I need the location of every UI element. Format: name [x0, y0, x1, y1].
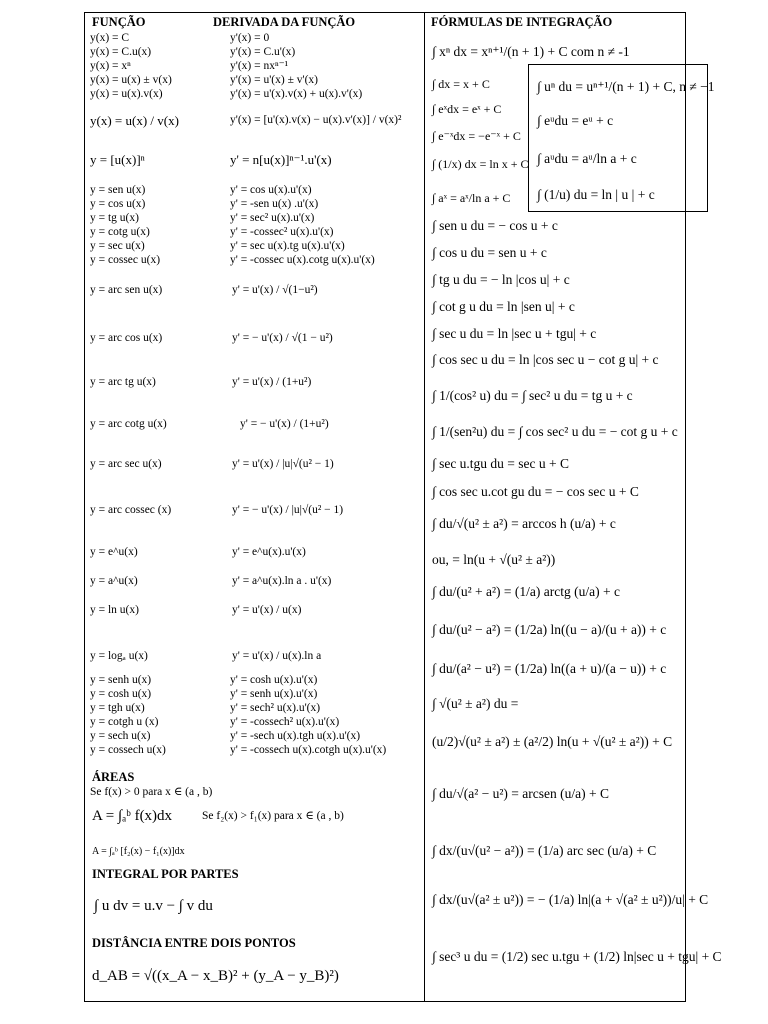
derivative-cell: y' = e^u(x).u'(x): [232, 546, 306, 558]
function-cell: y = cos u(x): [90, 198, 146, 210]
function-cell: y = tg u(x): [90, 212, 139, 224]
function-cell: y = ln u(x): [90, 604, 139, 616]
derivative-cell: y' = -cossech u(x).cotgh u(x).u'(x): [230, 744, 387, 756]
header-function: FUNÇÃO: [92, 15, 146, 29]
derivative-cell: y' = senh u(x).u'(x): [230, 688, 318, 700]
boxed-formula: ∫ uⁿ du = uⁿ⁺¹/(n + 1) + C, n ≠ −1: [537, 79, 715, 94]
function-cell: y = arc sen u(x): [90, 284, 163, 296]
function-cell: y = tgh u(x): [90, 702, 145, 714]
boxed-formula: ∫ eᵘdu = eᵘ + c: [537, 113, 614, 128]
function-cell: y = a^u(x): [90, 575, 138, 587]
derivative-cell: y' = u'(x) / u(x): [232, 604, 302, 616]
function-cell: y = [u(x)]ⁿ: [90, 152, 145, 167]
boxed-formula: ∫ (1/u) du = ln | u | + c: [537, 187, 655, 202]
integral-formula: ∫ 1/(sen²u) du = ∫ cos sec² u du = − cot g u + c: [432, 424, 678, 439]
areas-title: ÁREAS: [92, 770, 135, 784]
integral-formula: ∫ aˣ = aˣ/ln a + C: [432, 191, 511, 205]
boxed-formulas: [528, 64, 715, 212]
distance-formula: d_AB = √((x_A − x_B)² + (y_A − y_B)²): [92, 968, 339, 984]
derivative-cell: y' = -cossec u(x).cotg u(x).u'(x): [230, 254, 375, 266]
derivative-cell: y'(x) = nxⁿ⁻¹: [230, 60, 289, 72]
integral-formula: ∫ sec³ u du = (1/2) sec u.tgu + (1/2) ln|sec u + tgu| + C: [432, 949, 722, 964]
derivative-cell: y' = sec² u(x).u'(x): [230, 212, 315, 224]
integral-formula: (u/2)√(u² ± a²) ± (a²/2) ln(u + √(u² ± a²)) + C: [432, 734, 673, 749]
integral-formula: ∫ du/(u² + a²) = (1/a) arctg (u/a) + c: [432, 584, 620, 599]
header-integration: FÓRMULAS DE INTEGRAÇÃO: [431, 15, 613, 29]
derivative-cell: y' = u'(x) / u(x).ln a: [232, 650, 322, 662]
derivative-cell: y' = u'(x) / (1+u²): [232, 376, 312, 388]
integral-formula: ∫ √(u² ± a²) du =: [432, 696, 519, 711]
integral-formula: ∫ dx/(u√(a² ± u²)) = − (1/a) ln|(a + √(a² ± u²))/u| + C: [432, 892, 709, 907]
integral-formula: ∫ du/√(a² − u²) = arcsen (u/a) + C: [432, 786, 609, 801]
integral-formula: ∫ cos u du = sen u + c: [432, 245, 547, 260]
integral-formula: ∫ 1/(cos² u) du = ∫ sec² u du = tg u + c: [432, 388, 633, 403]
derivative-cell: y' = sec u(x).tg u(x).u'(x): [230, 240, 345, 252]
integral-formula: ∫ du/√(u² ± a²) = arccos h (u/a) + c: [432, 516, 616, 531]
areas-formula-2: A = ∫ₐᵇ [f₂(x) − f₁(x)]dx: [92, 846, 185, 857]
derivative-cell: y' = -cossech² u(x).u'(x): [230, 716, 340, 728]
derivative-cell: y'(x) = u'(x).v(x) + u(x).v'(x): [230, 88, 363, 100]
derivative-cell: y' = cos u(x).u'(x): [230, 184, 312, 196]
derivative-cell: y' = u'(x) / |u|√(u² − 1): [232, 458, 334, 470]
distance-title: DISTÂNCIA ENTRE DOIS PONTOS: [92, 936, 296, 950]
integral-formula: ∫ dx/(u√(u² − a²)) = (1/a) arc sec (u/a) + C: [432, 843, 657, 858]
derivative-cell: y' = − u'(x) / |u|√(u² − 1): [232, 504, 344, 516]
integral-formula: ∫ xⁿ dx = xⁿ⁺¹/(n + 1) + C com n ≠ -1: [432, 44, 630, 59]
function-cell: y = sen u(x): [90, 184, 146, 196]
integral-formula: ou, = ln(u + √(u² ± a²)): [432, 552, 556, 567]
function-cell: y = logₐ u(x): [90, 650, 148, 662]
function-cell: y = cossec u(x): [90, 254, 161, 266]
derivative-cell: y'(x) = u'(x) ± v'(x): [230, 74, 318, 86]
derivative-cell: y' = cosh u(x).u'(x): [230, 674, 318, 686]
areas-condition-1: Se f(x) > 0 para x ∈ (a , b): [90, 786, 213, 798]
integral-formula: ∫ eˣdx = eˣ + C: [432, 102, 502, 116]
function-cell: y = cotg u(x): [90, 226, 150, 238]
function-cell: y = cotgh u (x): [90, 716, 159, 728]
integral-formula: ∫ sec u.tgu du = sec u + C: [432, 456, 570, 471]
function-cell: y = arc cossec (x): [90, 504, 172, 516]
derivative-cell: y'(x) = 0: [230, 32, 270, 44]
parts-formula: ∫ u dv = u.v − ∫ v du: [94, 898, 213, 914]
function-cell: y = arc cos u(x): [90, 332, 163, 344]
function-cell: y = arc tg u(x): [90, 376, 156, 388]
integral-formula: ∫ cos sec u.cot gu du = − cos sec u + C: [432, 484, 639, 499]
parts-title: INTEGRAL POR PARTES: [92, 867, 239, 881]
derivative-cell: y' = n[u(x)]ⁿ⁻¹.u'(x): [230, 152, 332, 167]
integral-formula: ∫ du/(a² − u²) = (1/2a) ln((a + u)/(a − u)) + c: [432, 661, 667, 676]
derivative-cell: y'(x) = C.u'(x): [230, 46, 296, 58]
integral-formula: ∫ dx = x + C: [432, 77, 490, 91]
integral-formula: ∫ sec u du = ln |sec u + tgu| + c: [432, 326, 597, 341]
areas-condition-2: Se f₂(x) > f₁(x) para x ∈ (a , b): [202, 810, 344, 822]
derivative-cell: y' = − u'(x) / (1+u²): [240, 418, 329, 430]
function-cell: y(x) = C.u(x): [90, 46, 152, 58]
integral-formula: ∫ sen u du = − cos u + c: [432, 218, 558, 233]
function-cell: y(x) = u(x).v(x): [90, 88, 163, 100]
function-cell: y(x) = u(x) ± v(x): [90, 74, 172, 86]
integral-formula: ∫ (1/x) dx = ln x + C: [432, 157, 529, 171]
function-cell: y = cosh u(x): [90, 688, 152, 700]
derivative-cell: y' = u'(x) / √(1−u²): [232, 284, 318, 296]
function-cell: y = cossech u(x): [90, 744, 166, 756]
function-cell: y = arc sec u(x): [90, 458, 162, 470]
function-cell: y = e^u(x): [90, 546, 138, 558]
derivative-cell: y' = -cossec² u(x).u'(x): [230, 226, 334, 238]
areas-formula-1: A = ∫ₐᵇ f(x)dx: [92, 808, 173, 824]
function-cell: y = senh u(x): [90, 674, 152, 686]
integral-formula: ∫ cos sec u du = ln |cos sec u − cot g u| + c: [432, 352, 659, 367]
integral-formula: ∫ du/(u² − a²) = (1/2a) ln((u − a)/(u + a)) + c: [432, 622, 667, 637]
derivative-cell: y' = -sech u(x).tgh u(x).u'(x): [230, 730, 361, 742]
derivative-cell: y' = sech² u(x).u'(x): [230, 702, 321, 714]
derivative-cell: y' = a^u(x).ln a . u'(x): [232, 575, 332, 587]
derivative-cell: y' = -sen u(x) .u'(x): [230, 198, 319, 210]
function-cell: y = sec u(x): [90, 240, 145, 252]
function-cell: y = arc cotg u(x): [90, 418, 167, 430]
column-divider: [424, 12, 425, 1002]
boxed-formula: ∫ aᵘdu = aᵘ/ln a + c: [537, 151, 637, 166]
derivative-cell: y' = − u'(x) / √(1 − u²): [232, 332, 333, 344]
derivative-cell: y'(x) = [u'(x).v(x) − u(x).v'(x)] / v(x)²: [230, 114, 402, 126]
integral-formula: ∫ cot g u du = ln |sen u| + c: [432, 299, 575, 314]
integral-formula: ∫ e⁻ˣdx = −e⁻ˣ + C: [432, 129, 521, 143]
header-derivative: DERIVADA DA FUNÇÃO: [213, 15, 356, 29]
function-cell: y(x) = u(x) / v(x): [90, 113, 179, 128]
function-cell: y = sech u(x): [90, 730, 151, 742]
function-cell: y(x) = xⁿ: [90, 60, 131, 72]
function-cell: y(x) = C: [90, 32, 130, 44]
integral-formula: ∫ tg u du = − ln |cos u| + c: [432, 272, 570, 287]
